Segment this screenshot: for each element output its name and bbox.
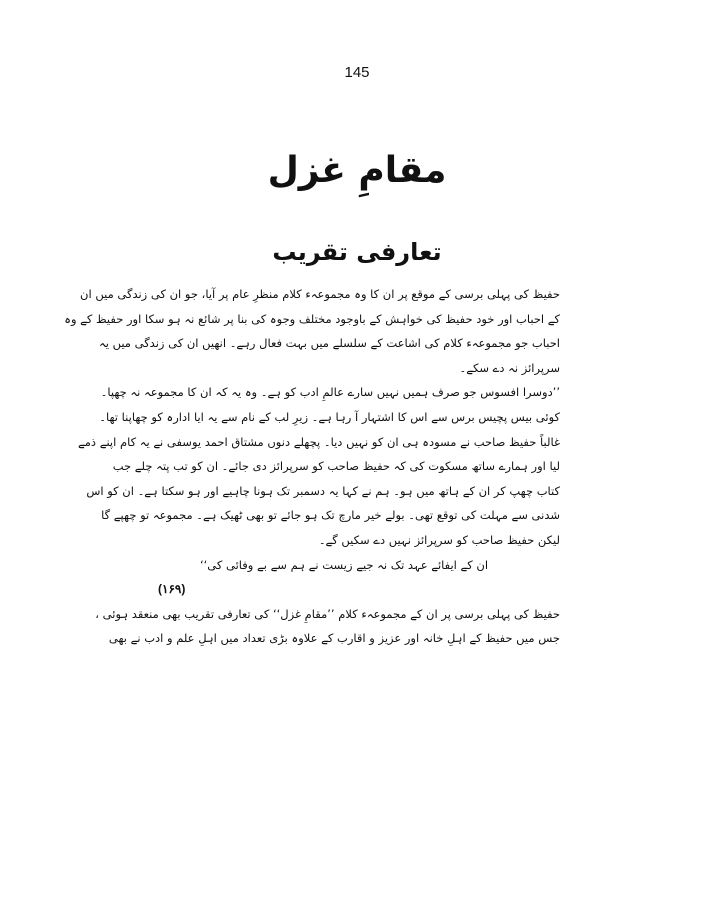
text-line: سرپرائز نہ دے سکے۔ [459,360,560,375]
section-title: تعارفی تقریب [272,238,442,266]
text-line: غالباً حفیظ صاحب نے مسودہ ہی ان کو نہیں دیا۔ پچھلے دنوں مشتاق احمد یوسفی نے یہ کام اپنے ذمے [78,434,560,449]
text-line: کوئی بیس پچیس برس سے اس کا اشتہار آ رہا ہے۔ زیرِ لب کے نام سے یہ ایا ادارہ کو چھاپنا تھا۔ [99,409,560,424]
text-line: لیا اور ہمارے ساتھ مسکوت کی کہ حفیظ صاحب کو سرپرائز دی جائے۔ ان کو تب پتہ چلے جب [112,459,560,474]
text-line: شدنی سے مہلت کی توقع تھی۔ بولے خیر مارچ تک ہو جائے تو بھی ٹھیک ہے۔ مجموعہ تو چھپے گا [101,508,560,523]
text-line: احباب جو مجموعہء کلام کی اشاعت کے سلسلے میں بہت فعال رہے۔ انھیں ان کی زندگی میں یہ [98,336,560,351]
text-line: کتاب چھپ کر ان کے ہاتھ میں ہو۔ ہم نے کہا یہ دسمبر تک ہونا چاہیے اور ہو سکتا ہے۔ ان کو اس [86,483,560,498]
text-line: لیکن حفیظ صاحب کو سرپرائز نہیں دے سکیں گے۔ [318,532,560,547]
page-number: 145 [344,64,370,81]
text-line: (۱۶۹) [158,582,186,597]
text-line: حفیظ کی پہلی برسی کے موقع پر ان کا وہ مجموعہء کلام منظرِ عام پر آیا، جو ان کی زندگی میں ان [80,287,560,301]
text-line: ’’دوسرا افسوس جو صرف ہمیں نہیں سارے عالمِ ادب کو ہے۔ وہ یہ کہ ان کا مجموعہ نہ چھپا۔ [100,385,560,400]
text-line: جس میں حفیظ کے اہلِ خانہ اور عزیز و اقارب کے علاوہ بڑی تعداد میں اہلِ علم و ادب نے بھی [108,631,560,646]
body-text [64,282,560,651]
text-line: حفیظ کی پہلی برسی پر ان کے مجموعہء کلام ’’مقامِ غزل‘‘ کی تعارفی تقریب بھی منعقد ہوئی ، [95,606,560,621]
chapter-title: مقامِ غزل [267,150,447,191]
text-line: ان کے ایفائے عہد تک نہ جیے زیست نے ہم سے بے وفائی کی‘‘ [199,557,489,572]
text-line: کے احباب اور خود حفیظ کی خواہش کے باوجود مختلف وجوہ کی بنا پر شائع نہ ہو سکا اور حفیظ کے وہ [64,311,560,326]
